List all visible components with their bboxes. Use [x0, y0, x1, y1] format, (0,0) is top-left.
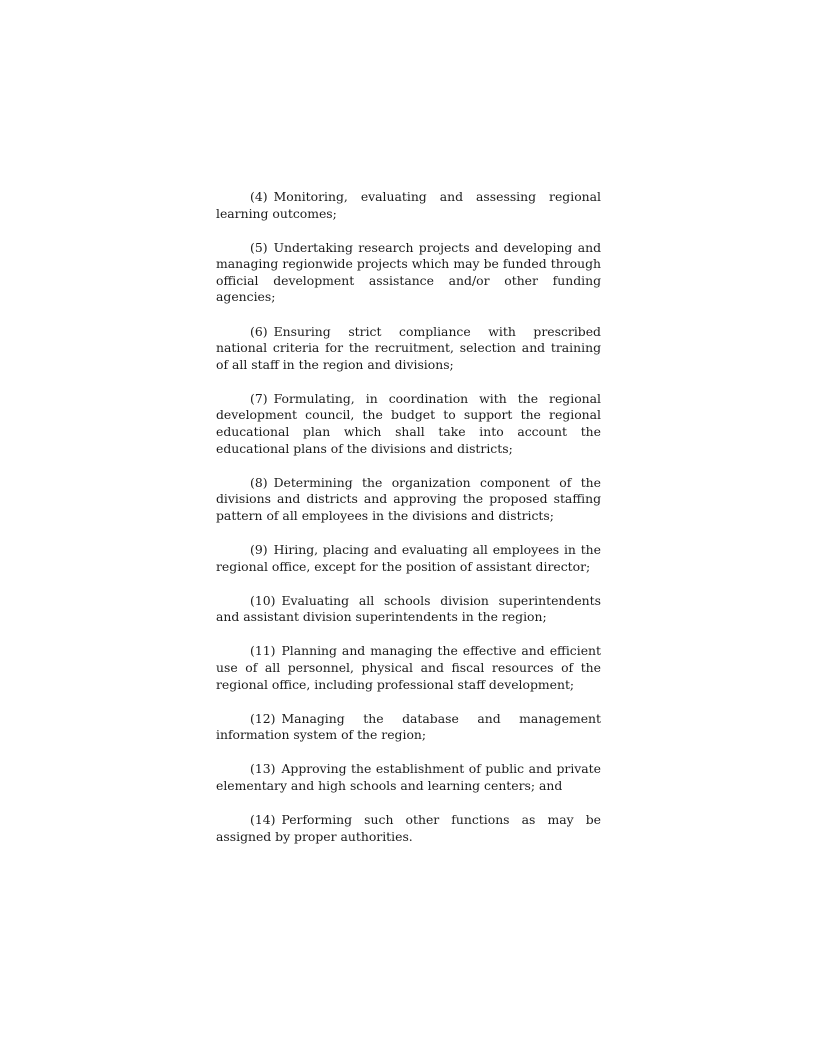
paragraph-number: (12) — [250, 710, 276, 726]
text-column — [216, 189, 601, 863]
paragraph-text: Determining the organization component of the divisions and districts and approving the proposed staffing pattern of all employees in the divisions and districts; — [216, 474, 601, 523]
paragraph-number: (13) — [250, 761, 276, 777]
paragraph-text: Formulating, in coordination with the regional development council, the budget to support the regional educational plan which shall take into account the educational plans of the divisions and districts; — [216, 390, 601, 456]
paragraph-text: Hiring, placing and evaluating all employees in the regional office, except for the position of assistant director; — [216, 542, 601, 574]
paragraph-8 — [216, 475, 601, 525]
paragraph-number: (4) — [250, 189, 268, 204]
paragraph-6 — [216, 324, 601, 374]
paragraph-number: (8) — [250, 474, 268, 490]
paragraph-text: Evaluating all schools division superintendents and assistant division superintendents in the region; — [216, 592, 601, 625]
paragraph-7 — [216, 391, 601, 457]
paragraph-text: Planning and managing the effective and efficient use of all personnel, physical and fiscal resources of the regional office, including professional staff development; — [216, 643, 601, 692]
paragraph-text: Performing such other functions as may be assigned by proper authorities. — [216, 812, 601, 844]
paragraph-11 — [216, 643, 601, 693]
paragraph-text: Ensuring strict compliance with prescribed national criteria for the recruitment, selection and training of all staff in the region and divisions; — [216, 323, 601, 372]
paragraph-number: (14) — [250, 812, 276, 828]
paragraph-13 — [216, 761, 601, 794]
paragraph-12 — [216, 711, 601, 744]
paragraph-number: (9) — [250, 542, 268, 557]
paragraph-number: (6) — [250, 323, 268, 339]
paragraph-14 — [216, 812, 601, 845]
paragraph-text: Monitoring, evaluating and assessing regional learning outcomes; — [216, 189, 601, 221]
paragraph-9 — [216, 542, 601, 575]
paragraph-number: (11) — [250, 643, 276, 659]
paragraph-text: Approving the establishment of public and private elementary and high schools and learning centers; and — [216, 761, 601, 793]
paragraph-text: Managing the database and management information system of the region; — [216, 710, 601, 743]
paragraph-number: (7) — [250, 390, 268, 406]
paragraph-4 — [216, 189, 601, 222]
paragraph-number: (5) — [250, 239, 268, 255]
paragraph-5 — [216, 240, 601, 306]
paragraph-number: (10) — [250, 592, 276, 608]
paragraph-10 — [216, 593, 601, 626]
paragraph-text: Undertaking research projects and developing and managing regionwide projects which may be funded through official development assistance and/or other funding agencies; — [216, 239, 601, 305]
